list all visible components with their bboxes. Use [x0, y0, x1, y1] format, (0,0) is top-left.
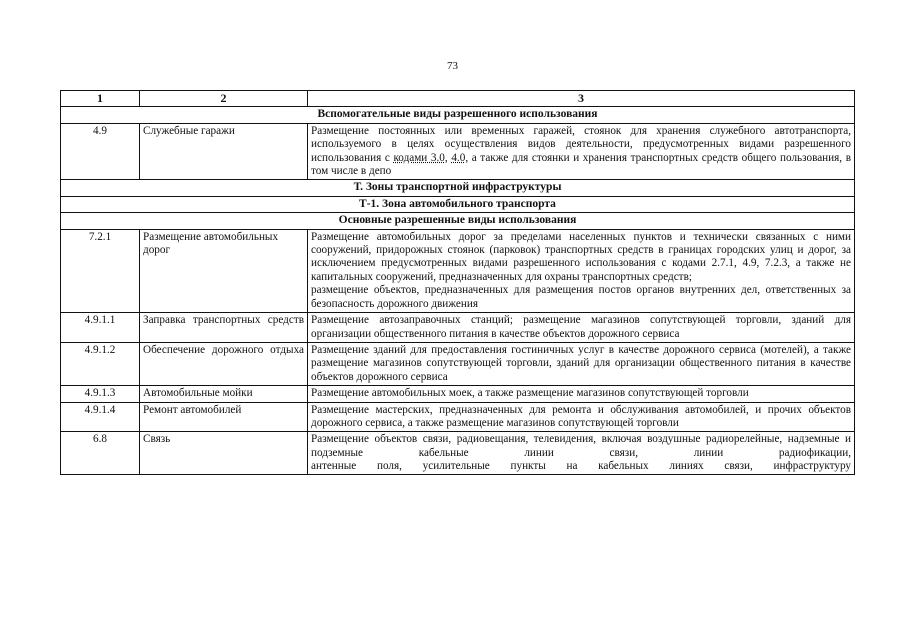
- row-code: 4.9.1.3: [61, 386, 140, 402]
- row-name: Служебные гаражи: [140, 123, 308, 180]
- description-text-cut: антенные поля, усилительные пункты на кабельных линиях связи, инфраструктуру: [311, 460, 851, 473]
- page-number: 73: [447, 60, 458, 72]
- section-aux-uses: Вспомогательные виды разрешенного использования: [61, 107, 855, 123]
- row-code: 4.9.1.2: [61, 342, 140, 385]
- table-row: [61, 313, 855, 343]
- row-code: 4.9.1.1: [61, 313, 140, 343]
- row-name: Ремонт автомобилей: [140, 402, 308, 432]
- description-text: Размещение объектов связи, радиовещания, телевидения, включая воздушные радиорелейные, надземные и подземные кабельные линии связи, линии радиофикации,: [311, 433, 851, 459]
- table-row: [61, 229, 855, 312]
- row-description: Размещение мастерских, предназначенных для ремонта и обслуживания автомобилей, и прочих объектов дорожного сервиса, а также размещение магазинов сопутствующей торговли: [308, 402, 855, 432]
- description-paragraph-1: Размещение автомобильных дорог за пределами населенных пунктов и технически связанных с ними сооружений, придорожных стоянок (парковок) транспортных средств в границах городских улиц и дорог, за исключением предусмотренных видами разрешенного использования с кодами 2.7.1, 4.9, 7.2.3, а также не капитальных сооружений, предназначенных для охраны транспортных средств;: [311, 230, 851, 283]
- code-link-4-0[interactable]: 4.0: [451, 151, 466, 164]
- section-row: [61, 107, 855, 123]
- row-name: Размещение автомобильных дорог: [140, 229, 308, 312]
- row-description: [308, 229, 855, 312]
- table-row: [61, 342, 855, 385]
- column-header-2: 2: [140, 91, 308, 107]
- land-use-table: [60, 90, 855, 475]
- row-name: Заправка транспортных средств: [140, 313, 308, 343]
- section-row: [61, 180, 855, 196]
- row-description: [308, 432, 855, 475]
- section-zone-t1: Т-1. Зона автомобильного транспорта: [61, 196, 855, 212]
- section-zone-t: Т. Зоны транспортной инфраструктуры: [61, 180, 855, 196]
- column-header-3: 3: [308, 91, 855, 107]
- code-link-3-0[interactable]: кодами 3.0: [393, 151, 445, 164]
- column-header-row: [61, 91, 855, 107]
- description-text: , а также для стоянки и хранения транспортных средств общего пользования, в том числе в депо: [311, 151, 851, 178]
- row-code: 7.2.1: [61, 229, 140, 312]
- section-row: [61, 196, 855, 212]
- row-code: 4.9.1.4: [61, 402, 140, 432]
- table-row: [61, 123, 855, 180]
- column-header-1: 1: [61, 91, 140, 107]
- row-name: Автомобильные мойки: [140, 386, 308, 402]
- row-description: Размещение автозаправочных станций; размещение магазинов сопутствующей торговли, зданий для организации общественного питания в качестве объектов дорожного сервиса: [308, 313, 855, 343]
- row-description: Размещение зданий для предоставления гостиничных услуг в качестве дорожного сервиса (мотелей), а также размещение магазинов сопутствующей торговли, зданий для организации общественного питания в качестве объектов дорожного сервиса: [308, 342, 855, 385]
- row-name: Обеспечение дорожного отдыха: [140, 342, 308, 385]
- row-description: Размещение автомобильных моек, а также размещение магазинов сопутствующей торговли: [308, 386, 855, 402]
- row-name: Связь: [140, 432, 308, 475]
- section-row: [61, 213, 855, 229]
- table-row: [61, 386, 855, 402]
- section-main-uses: Основные разрешенные виды использования: [61, 213, 855, 229]
- description-separator: ,: [444, 151, 452, 164]
- description-paragraph-2: размещение объектов, предназначенных для размещения постов органов внутренних дел, ответственных за безопасность дорожного движения: [311, 284, 851, 310]
- row-code: 4.9: [61, 123, 140, 180]
- table-row: [61, 432, 855, 475]
- row-code: 6.8: [61, 432, 140, 475]
- description-text: Размещение постоянных или временных гаражей, стоянок для хранения служебного автотранспорта, используемого в целях осуществления видов деятельности, предусмотренных видами разрешенного использования с: [311, 124, 851, 164]
- row-description: [308, 123, 855, 180]
- table-row: [61, 402, 855, 432]
